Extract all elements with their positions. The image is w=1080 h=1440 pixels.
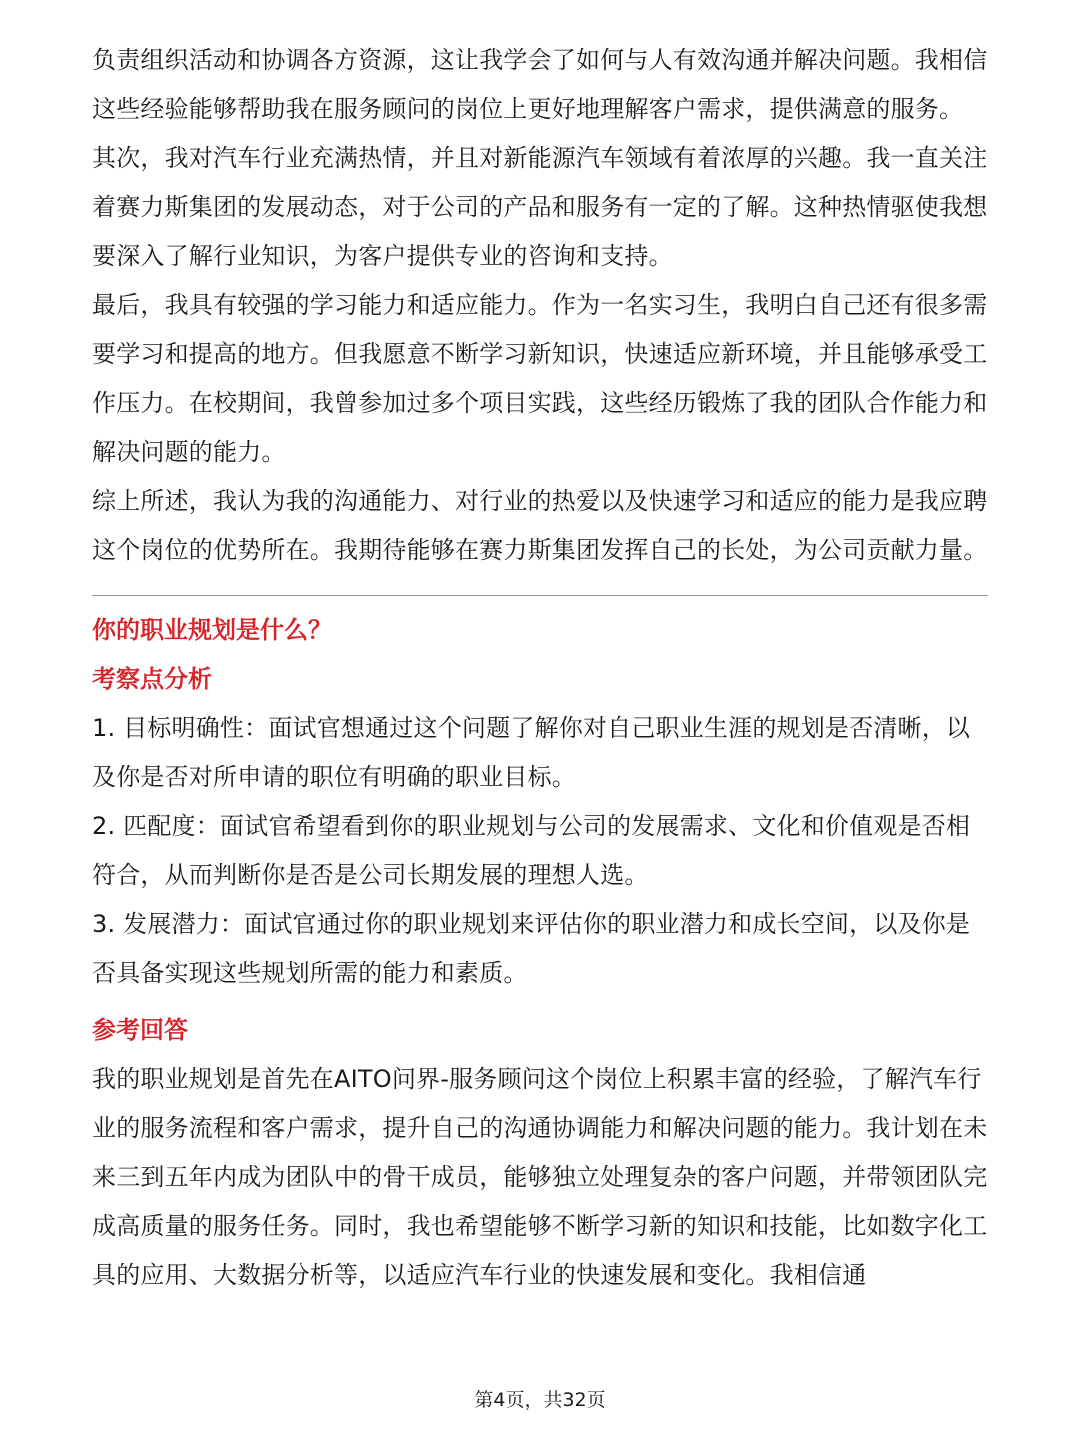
paragraph: 其次，我对汽车行业充满热情，并且对新能源汽车领域有着浓厚的兴趣。我一直关注着赛力斯集团的发展动态，对于公司的产品和服务有一定的了解。这种热情驱使我想要深入了解行业知识，为客户提供专业的咨询和支持。 [92,144,988,270]
analysis-point: 2. 匹配度：面试官希望看到你的职业规划与公司的发展需求、文化和价值观是否相符合，从而判断你是否是公司长期发展的理想人选。 [92,812,971,889]
analysis-point: 1. 目标明确性：面试官想通过这个问题了解你对自己职业生涯的规划是否清晰，以及你是否对所申请的职位有明确的职业目标。 [92,714,971,791]
document-body [92,36,988,1300]
paragraph: 负责组织活动和协调各方资源，这让我学会了如何与人有效沟通并解决问题。我相信这些经验能够帮助我在服务顾问的岗位上更好地理解客户需求，提供满意的服务。 [92,46,988,123]
answer-heading: 参考回答 [92,1016,188,1044]
question-title: 你的职业规划是什么？ [92,616,332,644]
paragraph: 最后，我具有较强的学习能力和适应能力。作为一名实习生，我明白自己还有很多需要学习和提高的地方。但我愿意不断学习新知识，快速适应新环境，并且能够承受工作压力。在校期间，我曾参加过多个项目实践，这些经历锻炼了我的团队合作能力和解决问题的能力。 [92,291,988,466]
answer-text: 我的职业规划是首先在AITO问界-服务顾问这个岗位上积累丰富的经验，了解汽车行业的服务流程和客户需求，提升自己的沟通协调能力和解决问题的能力。我计划在未来三到五年内成为团队中的骨干成员，能够独立处理复杂的客户问题，并带领团队完成高质量的服务任务。同时，我也希望能够不断学习新的知识和技能，比如数字化工具的应用、大数据分析等，以适应汽车行业的快速发展和变化。我相信通 [92,1065,988,1289]
section-divider [92,595,988,596]
analysis-heading: 考察点分析 [92,665,212,693]
analysis-point: 3. 发展潜力：面试官通过你的职业规划来评估你的职业潜力和成长空间，以及你是否具备实现这些规划所需的能力和素质。 [92,910,971,987]
paragraph: 综上所述，我认为我的沟通能力、对行业的热爱以及快速学习和适应的能力是我应聘这个岗位的优势所在。我期待能够在赛力斯集团发挥自己的长处，为公司贡献力量。 [92,487,988,564]
page-number: 第4页，共32页 [474,1389,606,1411]
